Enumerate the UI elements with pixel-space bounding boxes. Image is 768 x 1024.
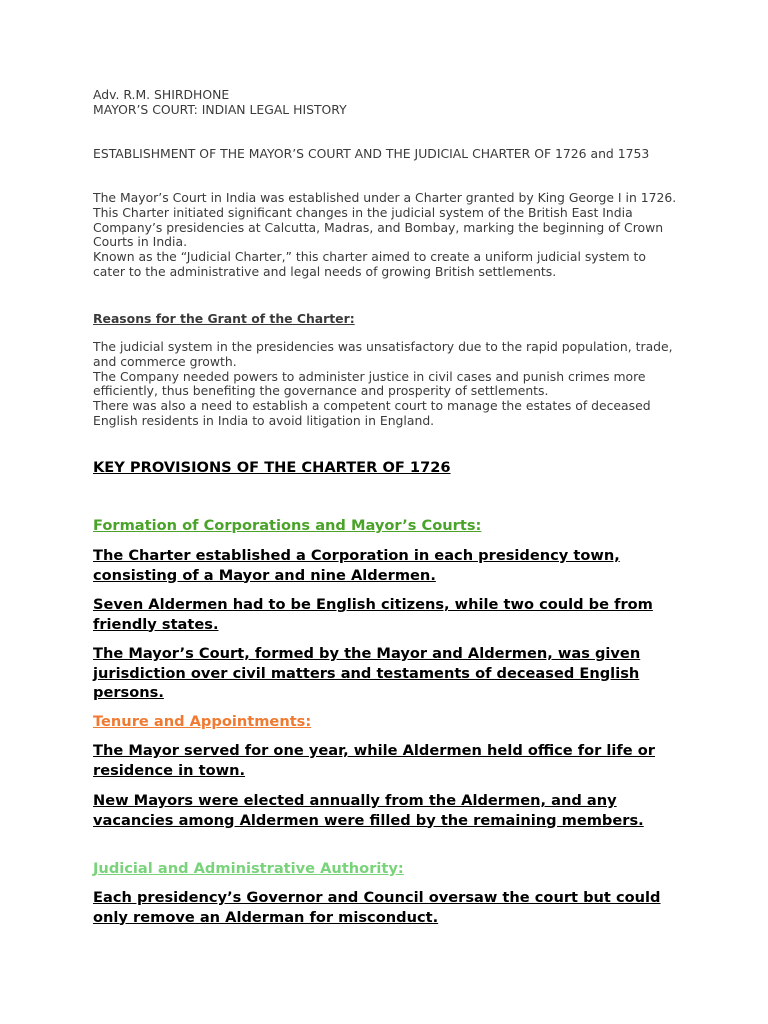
tenure-heading: Tenure and Appointments: — [93, 713, 312, 730]
authority-paragraph-1: Each presidency’s Governor and Council oversaw the court but could only remove an Alderman for misconduct. — [93, 889, 661, 926]
intro-paragraph-2: Known as the “Judicial Charter,” this charter aimed to create a uniform judicial system to cater to the administrative and legal needs of growing British settlements. — [93, 249, 646, 279]
subject-line: MAYOR’S COURT: INDIAN LEGAL HISTORY — [93, 101, 347, 117]
intro-section — [93, 191, 678, 280]
tenure-paragraph-2: New Mayors were elected annually from the Aldermen, and any vacancies among Aldermen were filled by the remaining members. — [93, 792, 644, 829]
document-title: ESTABLISHMENT OF THE MAYOR’S COURT AND THE JUDICIAL CHARTER OF 1726 and 1753 — [93, 146, 650, 161]
formation-paragraph-1: The Charter established a Corporation in each presidency town, consisting of a Mayor and nine Aldermen. — [93, 547, 620, 584]
authority-heading: Judicial and Administrative Authority: — [93, 860, 404, 877]
tenure-paragraph-1: The Mayor served for one year, while Aldermen held office for life or residence in town. — [93, 742, 655, 779]
formation-paragraph-3: The Mayor’s Court, formed by the Mayor and Aldermen, was given jurisdiction over civil matters and testaments of deceased English persons. — [93, 645, 641, 701]
reasons-heading: Reasons for the Grant of the Charter: — [93, 311, 355, 326]
formation-heading: Formation of Corporations and Mayor’s Courts: — [93, 517, 482, 534]
document-header — [93, 88, 678, 118]
reasons-paragraph-2: The Company needed powers to administer justice in civil cases and punish crimes more efficiently, thus benefiting the governance and prosperity of settlements. — [93, 368, 646, 399]
reasons-paragraph-1: The judicial system in the presidencies was unsatisfactory due to the rapid population, trade, and commerce growth. — [93, 339, 673, 369]
formation-paragraph-2: Seven Aldermen had to be English citizens, while two could be from friendly states. — [93, 596, 653, 633]
intro-paragraph-1: The Mayor’s Court in India was established under a Charter granted by King George I in 1726. This Charter initiated significant changes in the judicial system of the British East India Company’s presidencies at Calcutta, Madras, and Bombay, marking the beginning of Crown Courts in India. — [93, 190, 677, 250]
author-line: Adv. R.M. SHIRDHONE — [93, 87, 230, 102]
reasons-paragraph-3: There was also a need to establish a competent court to manage the estates of deceased English residents in India to avoid litigation in England. — [93, 398, 651, 428]
reasons-section — [93, 340, 678, 429]
provisions-heading: KEY PROVISIONS OF THE CHARTER OF 1726 — [93, 459, 451, 476]
